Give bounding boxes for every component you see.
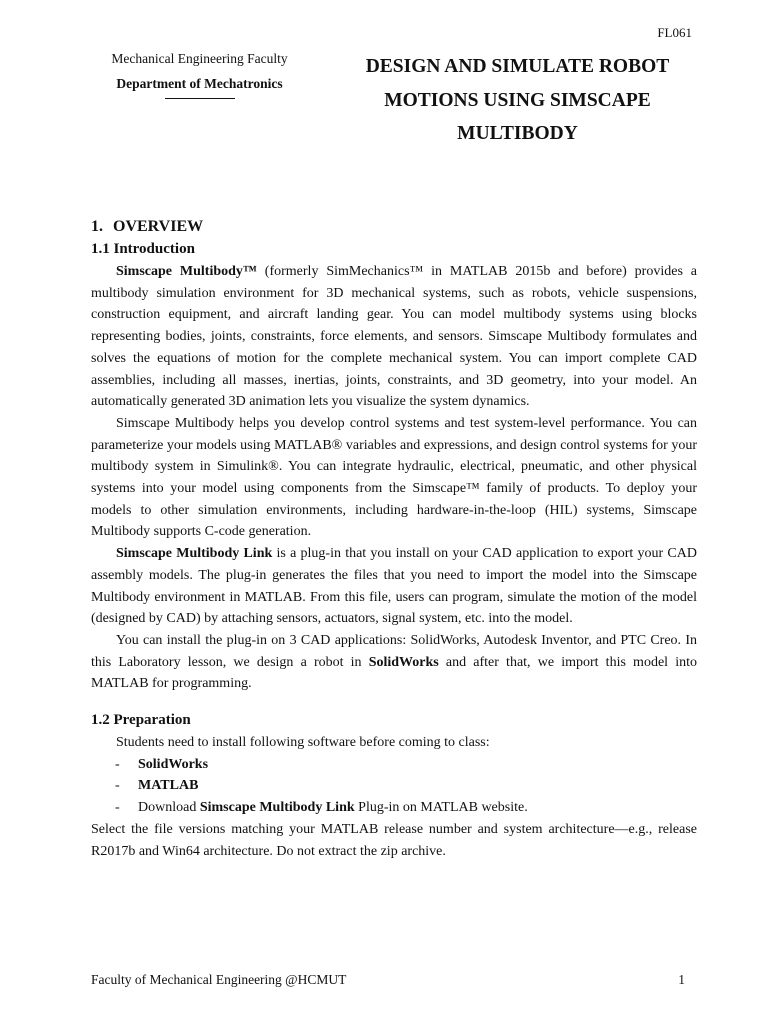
title-line: DESIGN AND SIMULATE ROBOT bbox=[365, 56, 670, 77]
department-name: Department of Mechatronics bbox=[116, 76, 283, 91]
bold-term: Simscape Multibody Link bbox=[116, 546, 273, 562]
section-heading-overview bbox=[91, 216, 697, 238]
title-line: MOTIONS USING SIMSCAPE bbox=[384, 89, 651, 111]
software-list bbox=[91, 754, 697, 819]
header-underline bbox=[165, 98, 235, 99]
list-item: - Download Simscape Multibody Link Plug-in on MATLAB website. bbox=[115, 797, 697, 819]
subsection-heading-preparation: 1.2 Preparation bbox=[91, 712, 191, 729]
page-code: FL061 bbox=[657, 25, 692, 40]
title-line: MULTIBODY bbox=[457, 123, 578, 144]
bold-term: Simscape Multibody™ bbox=[116, 264, 257, 279]
footer-text: Faculty of Mechanical Engineering @HCMUT bbox=[91, 972, 347, 987]
faculty-name: Mechanical Engineering Faculty bbox=[111, 51, 288, 66]
header-affiliation bbox=[92, 51, 307, 99]
subsection-heading-introduction: 1.1 Introduction bbox=[91, 241, 195, 257]
section-number: 1. bbox=[91, 218, 103, 235]
section-title: OVERVIEW bbox=[113, 218, 204, 235]
paragraph-intro: Simscape Multibody™ (formerly SimMechanics™ in MATLAB 2015b and before) provides a multibody simulation environment for 3D mechanical systems, such as robots, vehicle suspensions, construction equipment, and aircraft landing gear. You can model multibody systems using blocks representing bodies, joints, constraints, force elements, and sensors. Simscape Multibody formulates and solves the equations of motion for the complete mechanical system. You can import complete CAD assemblies, including all masses, inertias, joints, constraints, and 3D geometry, into your model. An automatically generated 3D animation lets you visualize the system dynamics. bbox=[91, 264, 697, 410]
list-item: - SolidWorks bbox=[115, 754, 697, 776]
page-number: 1 bbox=[678, 972, 685, 987]
paragraph-version-note: Select the file versions matching your MATLAB release number and system architecture—e.g., release R2017b and Win64 architecture. Do not extract the zip archive. bbox=[91, 821, 697, 859]
document-title bbox=[335, 50, 700, 151]
bold-term: SolidWorks bbox=[368, 654, 439, 670]
paragraph-control: Simscape Multibody helps you develop control systems and test system-level performance. You can parameterize your models using MATLAB® variables and expressions, and design control systems for your multibody system in Simulink®. You can integrate hydraulic, electrical, pneumatic, and other physical systems into your model using components from the Simscape™ family of products. To deploy your models to other simulation environments, including hardware-in-the-loop (HIL) systems, Simscape Multibody supports C-code generation. bbox=[91, 415, 697, 540]
paragraph-link: Simscape Multibody Link is a plug-in that you install on your CAD application to export your CAD assembly models. The plug-in generates the files that you need to import the model into the Simscape Multibody environment in MATLAB. From this file, users can program, simulate the motion of the model (designed by CAD) by attaching sensors, actuators, signal system, etc. into the model. bbox=[91, 546, 697, 627]
paragraph-preparation: Students need to install following software before coming to class: bbox=[116, 735, 490, 751]
document-body bbox=[91, 216, 697, 862]
page-footer bbox=[91, 972, 685, 988]
paragraph-install: You can install the plug-in on 3 CAD applications: SolidWorks, Autodesk Inventor, and PTC Creo. In this Laboratory lesson, we design a robot in SolidWorks and after that, we import this model into MATLAB for programming. bbox=[91, 632, 697, 692]
list-item: - MATLAB bbox=[115, 775, 697, 797]
